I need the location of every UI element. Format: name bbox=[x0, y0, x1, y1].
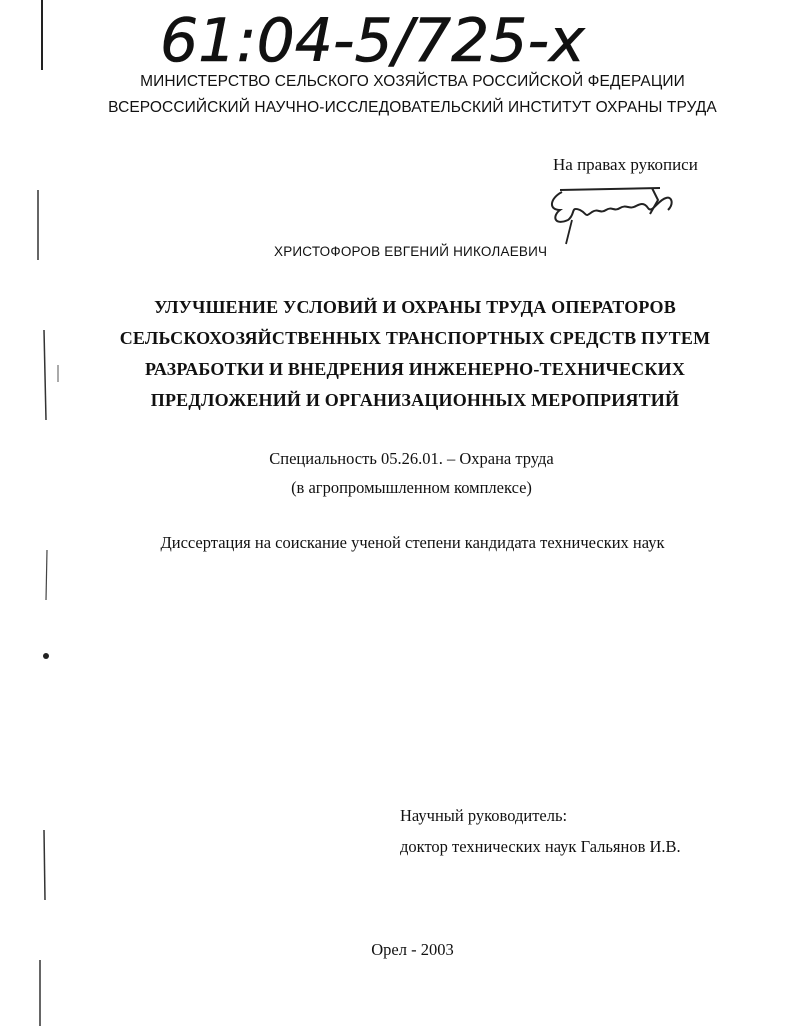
archive-code-handwriting bbox=[160, 6, 660, 76]
ministry-name: МИНИСТЕРСТВО СЕЛЬСКОГО ХОЗЯЙСТВА РОССИЙСКОЙ ФЕДЕРАЦИИ bbox=[140, 73, 685, 90]
supervisor-name: доктор технических наук Гальянов И.В. bbox=[400, 837, 681, 856]
svg-text:61:04-5/725-x: 61:04-5/725-x bbox=[160, 6, 585, 76]
specialty-block bbox=[0, 444, 795, 502]
supervisor-label: Научный руководитель: bbox=[400, 806, 568, 825]
specialty-scope: (в агропромышленном комплексе) bbox=[291, 478, 532, 497]
manuscript-rights-note: На правах рукописи bbox=[553, 155, 698, 174]
specialty-code: Специальность 05.26.01. – Охрана труда bbox=[269, 449, 554, 468]
title-line: РАЗРАБОТКИ И ВНЕДРЕНИЯ ИНЖЕНЕРНО-ТЕХНИЧЕСКИХ bbox=[144, 359, 686, 379]
institute-name: ВСЕРОССИЙСКИЙ НАУЧНО-ИССЛЕДОВАТЕЛЬСКИЙ ИНСТИТУТ ОХРАНЫ ТРУДА bbox=[108, 99, 717, 116]
title-line: ПРЕДЛОЖЕНИЙ И ОРГАНИЗАЦИОННЫХ МЕРОПРИЯТИЙ bbox=[150, 390, 680, 410]
dissertation-title bbox=[80, 292, 750, 416]
city-year: Орел - 2003 bbox=[371, 940, 454, 959]
title-line: СЕЛЬСКОХОЗЯЙСТВЕННЫХ ТРАНСПОРТНЫХ СРЕДСТВ ПУТЕМ bbox=[119, 328, 711, 348]
degree-statement: Диссертация на соискание ученой степени кандидата технических наук bbox=[160, 533, 665, 552]
supervisor-block bbox=[400, 800, 681, 862]
author-signature bbox=[540, 180, 690, 250]
title-line: УЛУЧШЕНИЕ УСЛОВИЙ И ОХРАНЫ ТРУДА ОПЕРАТОРОВ bbox=[154, 297, 676, 317]
author-name: ХРИСТОФОРОВ ЕВГЕНИЙ НИКОЛАЕВИЧ bbox=[274, 244, 548, 259]
